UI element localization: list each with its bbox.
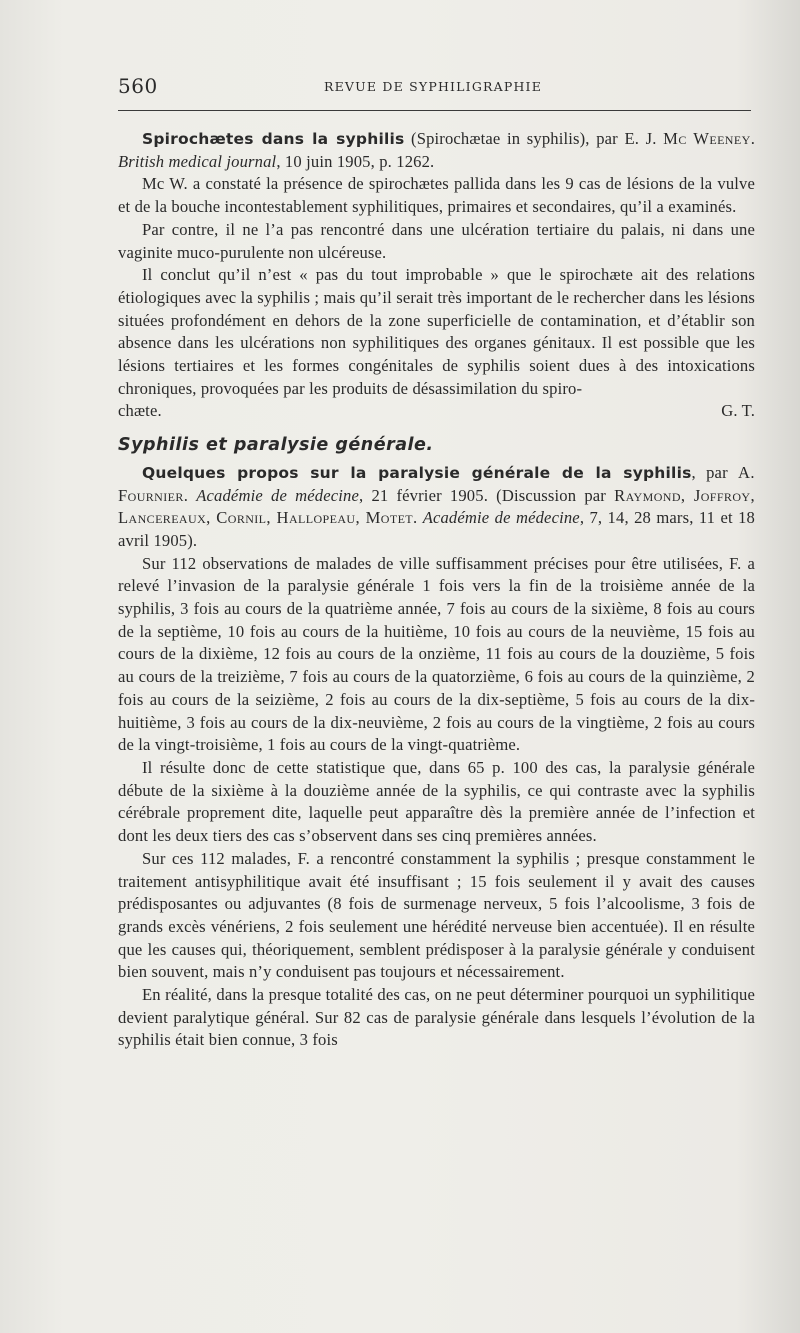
running-head: REVUE DE SYPHILIGRAPHIE	[324, 79, 543, 94]
page-header	[118, 74, 756, 98]
article-1-signature: G. T.	[721, 401, 755, 421]
article-1-author: Mc Weeney	[663, 129, 751, 148]
article-2-paragraph-2: Il résulte donc de cette statistique que, dans 65 p. 100 des cas, la paralysie générale débute de la sixième à la douzième année de la syphilis, ce qui contraste avec la syphilis cérébrale proprement dite, laquelle peut apparaître dès la première année de l’infection et dont les deux tiers des cas s’observent dans ses cinq premières années.	[118, 757, 755, 846]
article-1-paragraph-1: Mc W. a constaté la présence de spirochætes pallida dans les 9 cas de lésions de la vulve et de la bouche incontestablement syphilitiques, primaires et secondaires, qu’il a examinés.	[118, 174, 755, 217]
article-2-paragraph-4: En réalité, dans la presque totalité des cas, on ne peut déterminer pourquoi un syphilitique devient paralytique général. Sur 82 cas de paralysie générale dans lesquels l’évolution de la syphilis était bien connue, 3 fois	[118, 985, 755, 1050]
article-2-title: Quelques propos sur la paralysie générale de la syphilis	[142, 463, 692, 482]
article-1-paragraph-2: Par contre, il ne l’a pas rencontré dans une ulcération tertiaire du palais, ni dans une vaginite muco-purulente non ulcéreuse.	[118, 219, 755, 262]
article-2-reference: Quelques propos sur la paralysie générale de la syphilis, par A. Fournier. Académie de médecine, 21 février 1905. (Discussion par Raymond, Joffroy, Lancereaux, Cornil, Hallopeau, Motet. Académie de médecine, 7, 14, 28 mars, 11 et 18 avril 1905).	[118, 462, 756, 550]
article-2-journal-2: Académie de médecine	[422, 508, 580, 528]
article-1-journal: British medical journal	[118, 151, 277, 171]
section-title: Syphilis et paralysie générale.	[118, 435, 434, 456]
header-rule	[118, 110, 751, 111]
article-2-discussants: Raymond, Joffroy, Lancereaux, Cornil, Hallopeau, Motet	[118, 485, 756, 528]
page-number: 560	[118, 74, 158, 98]
article-1-title: Spirochætes dans la syphilis	[142, 130, 405, 148]
article-1-paragraph-3: Il conclut qu’il n’est « pas du tout improbable » que le spirochæte ait des relations étiologiques avec la syphilis ; mais qu’il serait très important de le rechercher dans les lésions situées profondément en dehors de la zone superficielle de contamination, et d’établir son absence dans les ulcérations non syphilitiques des organes génitaux. Il est possible que les lésions tertiaires et les formes congénitales de syphilis soient dues à des intoxications chroniques, provoquées par les produits de désassimilation du spiro-	[118, 265, 755, 398]
article-1-closing-line	[118, 400, 755, 423]
article-2-author: A. Fournier	[118, 462, 755, 505]
article-1-paragraph-3-end: chæte.	[118, 401, 162, 421]
article-1-ref-text: (Spirochætae in syphilis), par E. J.	[404, 129, 664, 148]
article-1-reference: Spirochætes dans la syphilis (Spirochætae in syphilis), par E. J. Mc Weeney. British medical journal, 10 juin 1905, p. 1262.	[118, 129, 755, 171]
page-body	[118, 128, 755, 1052]
article-2-paragraph-1: Sur 112 observations de malades de ville suffisamment précises pour être utilisées, F. a relevé l’invasion de la paralysie générale 1 fois vers la fin de la troisième année de la syphilis, 3 fois au cours de la quatrième année, 7 fois au cours de la sixième, 8 fois au cours de la septième, 10 fois au cours de la huitième, 10 fois au cours de la neuvième, 15 fois au cours de la dixième, 12 fois au cours de la onzième, 11 fois au cours de la douzième, 5 fois au cours de la treizième, 7 fois au cours de la quatorzième, 6 fois au cours de la quinzième, 2 fois au cours de la seizième, 2 fois au cours de la dix-septième, 5 fois au cours de la dix-huitième, 3 fois au cours de la dix-neuvième, 2 fois au cours de la vingtième, 2 fois au cours de la vingt-troisième, 1 fois au cours de la vingt-quatrième.	[118, 553, 755, 755]
article-1-ref-end: , 10 juin 1905, p. 1262.	[276, 151, 435, 171]
article-2-journal-1: Académie de médecine	[196, 485, 359, 505]
article-2-paragraph-3: Sur ces 112 malades, F. a rencontré constamment la syphilis ; presque constamment le traitement antisyphilitique avait été insuffisant ; 15 fois seulement il y avait des causes prédisposantes ou adjuvantes (8 fois de surmenage nerveux, 5 fois l’alcoolisme, 3 fois de grands excès vénériens, 2 fois seulement une hérédité nerveuse bien accentuée). Il en résulte que les causes qui, théoriquement, semblent prédisposer à la paralysie générale y conduisent bien souvent, mais n’y conduisent pas toujours et nécessairement.	[118, 848, 755, 982]
